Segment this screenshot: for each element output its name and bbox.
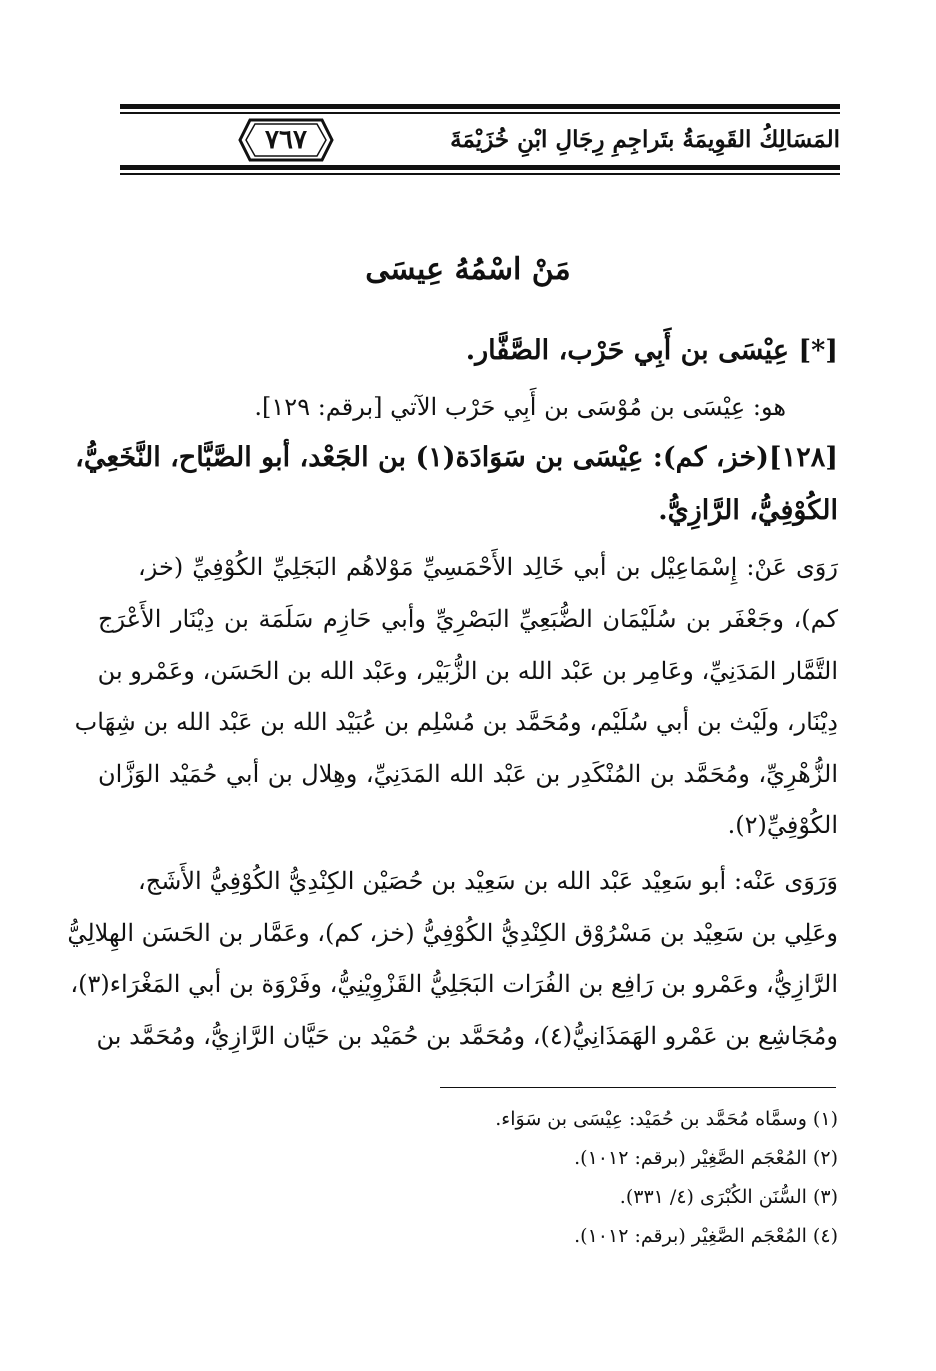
- text-line: الزُّهْرِيِّ، ومُحَمَّد بن المُنْكَدِر بن عَبْد الله المَدَنِيِّ، وهِلال بن أبي حُمَيْد الوَزَّان: [98, 760, 838, 788]
- footnote: (٣) السُّنَن الكُبْرَى (٤/ ٣٣١).: [619, 1186, 838, 1208]
- text-line: وعَلِي بن سَعِيْد بن مَسْرُوْق الكِنْدِيُّ الكُوْفِيُّ (خز، كم)، وعَمَّار بن الحَسَن الهِلالِيُّ: [67, 919, 838, 947]
- header-rule-bottom-thin: [120, 173, 840, 175]
- section-title: مَنْ اسْمُهُ عِيسَى: [365, 252, 571, 287]
- text-line: كم)، وجَعْفَر بن سُلَيْمَان الضُّبَعِيِّ البَصْرِيِّ وأبي حَازِم سَلَمَة بن دِيْنَار الأَعْرَج: [98, 605, 838, 633]
- header-rule-top: [120, 104, 840, 109]
- text-line: دِيْنَار، ولَيْث بن أبي سُلَيْم، ومُحَمَّد بن مُسْلِم بن عُبَيْد الله بن عَبْد الله بن شِهَاب: [74, 708, 838, 736]
- text-line: ومُجَاشِع بن عَمْرو الهَمَذَانِيُّ(٤)، ومُحَمَّد بن حُمَيْد بن حَيَّان الرَّازِيُّ، ومُحَمَّد بن: [96, 1022, 838, 1050]
- page-header: [120, 96, 840, 186]
- header-rule-bottom: [120, 165, 840, 170]
- text-line: وَرَوَى عَنْه: أبو سَعِيْد عَبْد الله بن سَعِيْد بن حُصَيْن الكِنْدِيُّ الكُوْفِيُّ الأَشَج،: [138, 867, 838, 895]
- footnote: (٤) المُعْجَم الصَّغِيْر (برقم: ١٠١٢).: [574, 1225, 838, 1247]
- header-rule-top-thin: [120, 112, 840, 114]
- text-line: رَوَى عَنْ: إِسْمَاعِيْل بن أبي خَالِد الأَحْمَسِيِّ مَوْلاهُم البَجَلِيِّ الكُوْفِيِّ (خز،: [138, 553, 838, 581]
- footnote: (١) وسمَّاه مُحَمَّد بن حُمَيْد: عِيْسَى بن سَوَاء.: [495, 1108, 838, 1130]
- entry-heading: [*] عِيْسَى بن أَبِي حَرْب، الصَّفَّار.: [465, 335, 838, 366]
- text-line: الكُوْفِيِّ(٢).: [727, 811, 838, 839]
- page-number: ٧٦٧: [265, 125, 307, 155]
- entry-heading: [١٢٨](خز، كم): عِيْسَى بن سَوَادَة(١) بن الجَعْد، أبو الصَّبَّاح، النَّخَعِيُّ،: [75, 442, 838, 473]
- running-title: المَسَالِكُ القَوِيمَةُ بتَراجِمِ رِجَالِ ابْنِ خُزَيْمَةَ: [450, 126, 840, 153]
- text-line: الرَّازِيُّ، وعَمْرو بن رَافِع بن الفُرَات البَجَلِيُّ القَزْوِيْنِيُّ، وفَرْوَة بن أبي المَغْرَاء(٣)،: [70, 970, 838, 998]
- footnote-separator: [440, 1087, 836, 1088]
- text-line: التَّمَّار المَدَنِيِّ، وعَامِر بن عَبْد الله بن الزُّبَيْر، وعَبْد الله بن الحَسَن، وعَمْرو بن: [97, 657, 838, 685]
- text-line: هو: عِيْسَى بن مُوْسَى بن أَبِي حَرْب الآتي [برقم: ١٢٩].: [254, 393, 786, 421]
- entry-heading-continued: الكُوْفِيُّ، الرَّازِيُّ.: [658, 495, 838, 526]
- page-number-badge: [238, 116, 334, 164]
- footnote: (٢) المُعْجَم الصَّغِيْر (برقم: ١٠١٢).: [574, 1147, 838, 1169]
